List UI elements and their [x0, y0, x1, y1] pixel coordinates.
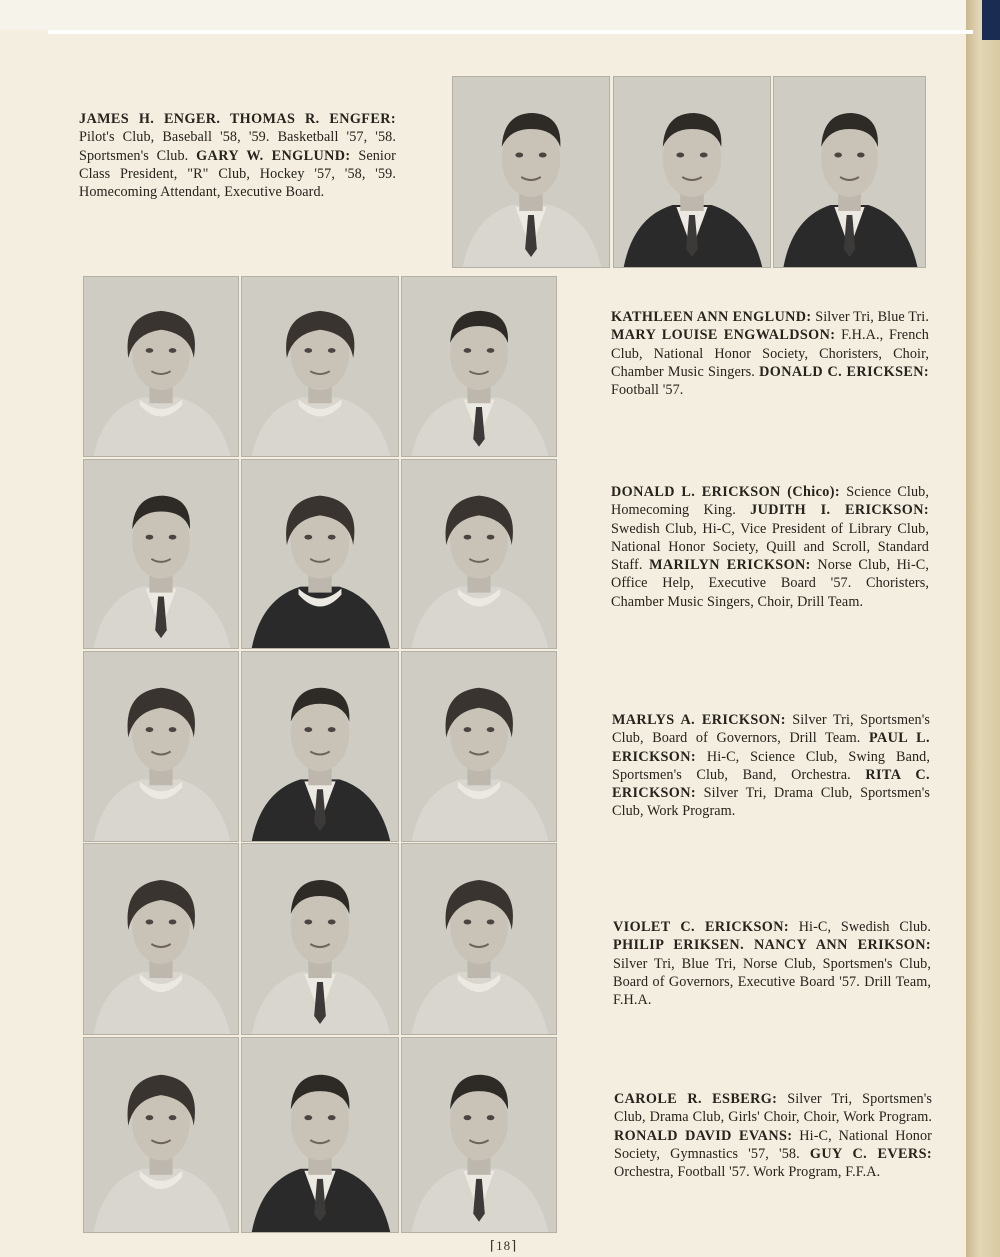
student-name: MARY LOUISE ENGWALDSON:: [611, 327, 836, 344]
student-name: PHILIP ERIKSEN. NANCY ANN ERIKSON:: [613, 937, 931, 954]
student-portrait: [241, 651, 399, 842]
page-top-margin: [0, 0, 966, 30]
caption-block-6: [614, 1090, 932, 1181]
student-name: DONALD C. ERICKSEN:: [759, 363, 929, 380]
student-activities: Silver Tri, Drama Club, Sportsmen's Club, Work Program.: [612, 785, 930, 820]
student-portrait: [401, 459, 557, 649]
student-activities: Silver Tri, Blue Tri, Norse Club, Sportsmen's Club, Board of Governors, Executive Board '57. Drill Team, F.H.A.: [613, 955, 931, 1009]
student-name: VIOLET C. ERICKSON:: [613, 919, 789, 935]
student-activities: Hi-C, Science Club, Swing Band, Sportsmen's Club, Band, Orchestra.: [612, 748, 930, 783]
student-portrait: [401, 276, 557, 457]
student-portrait: [401, 843, 557, 1035]
student-activities: F.H.A., French Club, National Honor Society, Choristers, Choir, Chamber Music Singers.: [611, 327, 929, 380]
adjacent-page-edge: [966, 0, 1000, 1257]
student-portrait: [83, 459, 239, 649]
student-portrait: [83, 651, 239, 842]
student-name: GUY C. EVERS:: [809, 1145, 932, 1162]
page-number: ⌈18⌉: [490, 1238, 518, 1253]
student-portrait: [241, 1037, 399, 1233]
student-activities: Swedish Club, Hi-C, Vice President of Library Club, National Honor Society, Quill and Scroll, Standard Staff.: [611, 520, 929, 574]
student-name: CAROLE R. ESBERG:: [614, 1091, 778, 1107]
student-portrait: [613, 76, 771, 268]
student-portrait: [773, 76, 926, 268]
student-portrait: [241, 276, 399, 457]
caption-block-5: [613, 918, 931, 1009]
caption-block-4: [612, 711, 930, 821]
top-rule: [48, 30, 973, 34]
student-activities: Pilot's Club, Baseball '58, '59. Basketball '57, '58. Sportsmen's Club.: [79, 129, 396, 164]
student-name: JAMES H. ENGER. THOMAS R. ENGFER:: [79, 111, 396, 127]
student-portrait: [83, 276, 239, 457]
student-name: MARLYS A. ERICKSON:: [612, 712, 786, 728]
student-activities: Hi-C, Swedish Club.: [788, 919, 931, 935]
caption-block-2: [611, 308, 929, 399]
student-portrait: [401, 1037, 557, 1233]
student-activities: Silver Tri, Sportsmen's Club, Board of Governors, Drill Team.: [612, 712, 930, 747]
student-name: RITA C. ERICKSON:: [612, 766, 931, 802]
student-name: PAUL L. ERICKSON:: [612, 730, 930, 765]
student-activities: Football '57.: [611, 382, 684, 399]
student-portrait: [452, 76, 610, 268]
student-portrait: [241, 843, 399, 1035]
student-name: DONALD L. ERICKSON (Chico):: [611, 484, 841, 500]
student-activities: Orchestra, Football '57. Work Program, F.F.A.: [614, 1164, 881, 1181]
student-portrait: [241, 459, 399, 649]
student-portrait: [401, 651, 557, 842]
student-activities: Norse Club, Hi-C, Office Help, Executive Board '57. Choristers, Chamber Music Singers, Choir, Drill Team.: [611, 557, 929, 610]
student-name: RONALD DAVID EVANS:: [614, 1127, 793, 1144]
student-name: KATHLEEN ANN ENGLUND:: [611, 309, 812, 325]
page-tab-marker: [982, 0, 1000, 40]
student-portrait: [83, 843, 239, 1035]
student-name: JUDITH I. ERICKSON:: [750, 502, 929, 519]
student-portrait: [83, 1037, 239, 1233]
student-activities: Silver Tri, Blue Tri.: [811, 309, 929, 325]
caption-block-3: [611, 483, 929, 611]
caption-block-1: [79, 110, 396, 201]
student-activities: Hi-C, National Honor Society, Gymnastics '57, '58.: [614, 1127, 932, 1162]
student-name: MARILYN ERICKSON:: [649, 557, 811, 574]
student-activities: Senior Class President, "R" Club, Hockey '57, '58, '59. Homecoming Attendant, Executive Board.: [79, 147, 396, 201]
student-name: GARY W. ENGLUND:: [196, 147, 351, 164]
student-activities: Silver Tri, Sportsmen's Club, Drama Club, Girls' Choir, Choir, Work Program.: [614, 1091, 933, 1126]
student-activities: Science Club, Homecoming King.: [611, 484, 930, 519]
